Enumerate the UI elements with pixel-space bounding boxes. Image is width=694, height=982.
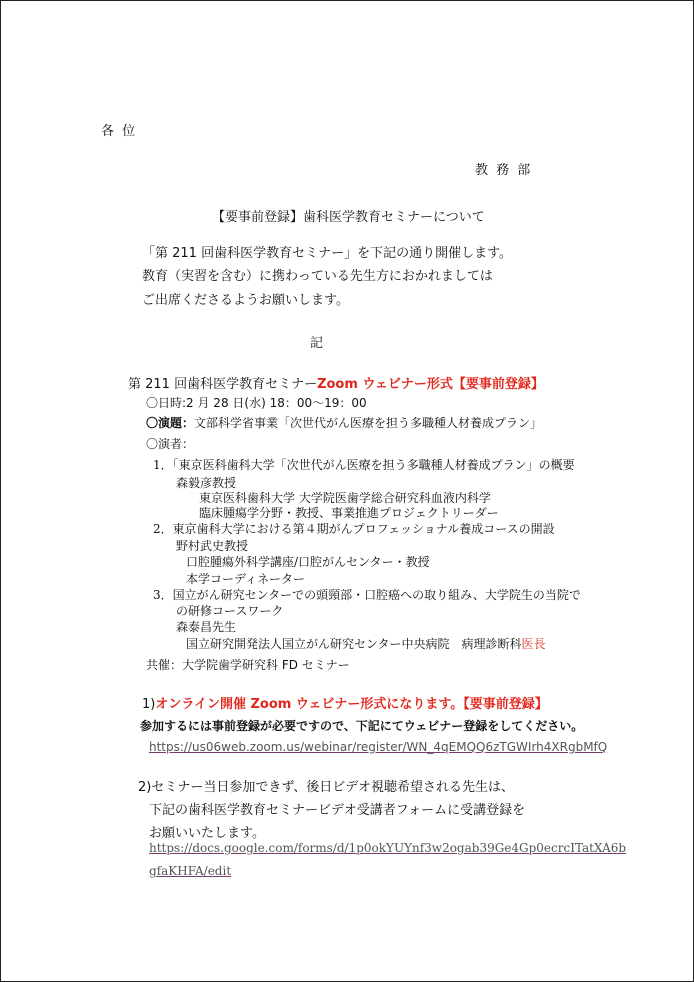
video-form-link-line-1[interactable]: https://docs.google.com/forms/d/1p0okYUYnf3w2ogab39Ge4Gp0ecrcITatXA6b xyxy=(149,841,627,855)
cosponsor: 共催：大学院歯学研究科 FD セミナー xyxy=(146,658,350,672)
speaker-2-affiliation-2: 本学コーディネーター xyxy=(186,572,306,586)
video-form-link-line-2[interactable]: gfaKHFA/edit xyxy=(149,864,232,878)
speaker-3-affiliation-text: 国立研究開発法人国立がん研究センター中央病院 病理診断科 xyxy=(186,637,522,651)
speaker-3-title-2: の研修コースワーク xyxy=(176,604,284,618)
speaker-2-title: 2．東京歯科大学における第４期がんプロフェッショナル養成コースの開設 xyxy=(153,522,555,536)
zoom-register-link[interactable]: https://us06web.zoom.us/webinar/register/WN_4qEMQQ6zTGWIrh4XRgbMfQ xyxy=(149,740,608,754)
seminar-title xyxy=(128,373,544,392)
intro-line-2: 教育（実習を含む）に携わっている先生方におかれましては xyxy=(142,269,493,284)
section-2-line-3: お願いいたします。 xyxy=(149,826,265,841)
speaker-2-affiliation-1: 口腔腫瘍外科学講座/口腔がんセンター・教授 xyxy=(186,555,430,569)
intro-line-1: 「第 211 回歯科医学教育セミナー」を下記の通り開催します。 xyxy=(142,246,513,261)
section-1-body: 参加するには事前登録が必要ですので、下記にてウェビナー登録をしてください。 xyxy=(140,719,584,733)
ki-mark: 記 xyxy=(310,336,324,351)
section-1-number: 1) xyxy=(142,697,156,712)
theme-text: 文部科学省事業「次世代がん医療を担う多職種人材養成プラン」 xyxy=(194,416,543,430)
speaker-1-affiliation-1: 東京医科歯科大学 大学院医歯学総合研究科血液内科学 xyxy=(199,491,491,505)
intro-line-3: ご出席くださるようお願いします。 xyxy=(142,293,349,308)
speaker-3-affiliation xyxy=(186,635,546,652)
section-2-line-2: 下記の歯科医学教育セミナービデオ受講者フォームに受講登録を xyxy=(149,803,526,818)
sender: 教 務 部 xyxy=(475,163,533,178)
speaker-3-name: 森泰昌先生 xyxy=(176,620,237,634)
speaker-3-title-1: 3．国立がん研究センターでの頭頸部・口腔癌への取り組み、大学院生の当院で xyxy=(153,588,581,602)
salutation: 各 位 xyxy=(101,124,138,139)
datetime: 〇日時:2 月 28 日(水) 18：00～19：00 xyxy=(146,396,367,410)
speaker-1-affiliation-2: 臨床腫瘍学分野・教授、事業推進プロジェクトリーダー xyxy=(199,506,499,520)
speakers-label: 〇演者： xyxy=(146,437,195,451)
subject: 【要事前登録】歯科医学教育セミナーについて xyxy=(212,210,485,225)
seminar-title-main: 第 211 回歯科医学教育セミナー xyxy=(128,377,318,392)
speaker-2-name: 野村武史教授 xyxy=(176,539,249,553)
section-2-line-1: 2)セミナー当日参加できず、後日ビデオ視聴希望される先生は、 xyxy=(138,780,515,795)
section-1-heading-text: オンライン開催 Zoom ウェビナー形式になります。【要事前登録】 xyxy=(155,697,548,712)
theme xyxy=(146,414,542,431)
speaker-1-title: 1．「東京医科歯科大学「次世代がん医療を担う多職種人材養成プラン」の概要 xyxy=(153,458,575,472)
seminar-title-red: Zoom ウェビナー形式【要事前登録】 xyxy=(317,377,544,392)
theme-label: 〇演題： xyxy=(146,416,195,430)
speaker-1-name: 森毅彦教授 xyxy=(176,476,237,490)
section-1-heading xyxy=(142,693,548,712)
speaker-3-affiliation-red: 医長 xyxy=(521,637,546,651)
